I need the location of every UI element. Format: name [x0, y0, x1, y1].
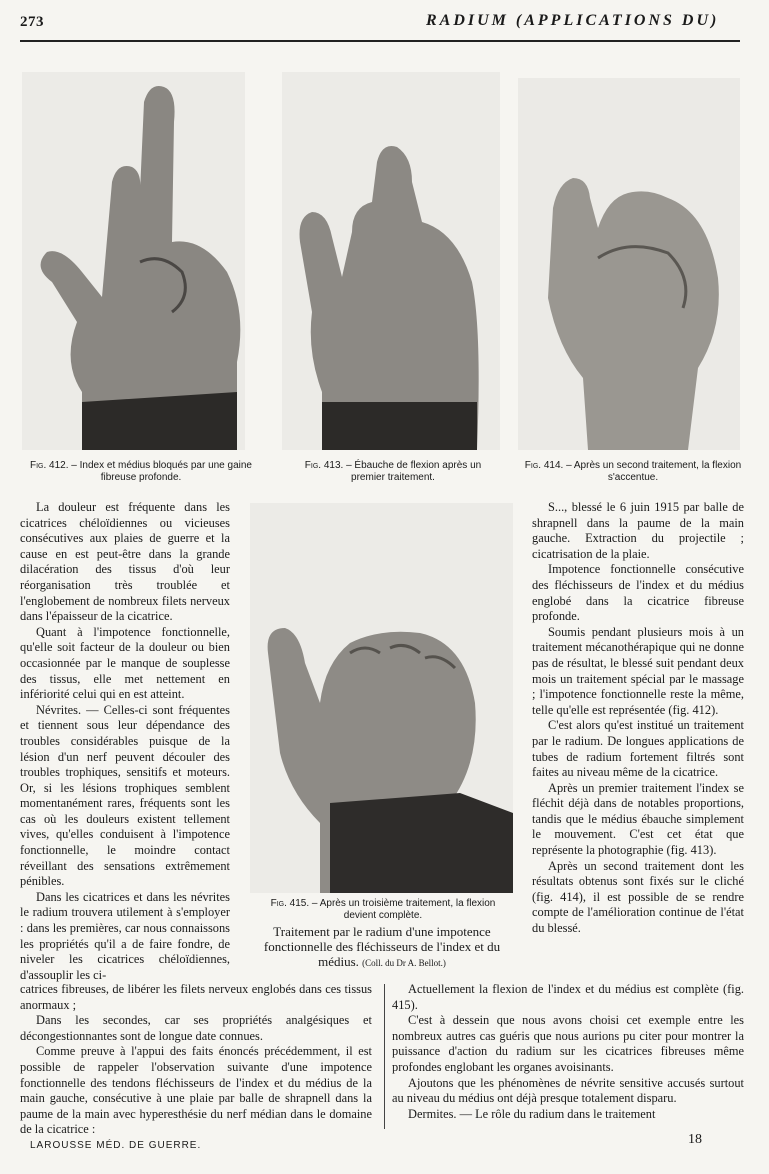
- column-divider: [384, 984, 385, 1129]
- right-bottom-column: [392, 982, 744, 1122]
- figure-group-title: [246, 924, 518, 971]
- figure-415-text: – Après un troisième traitement, la flexion devient complète.: [309, 898, 496, 921]
- paragraph: Névrites. — Celles-ci sont fréquentes et tiennent sous leur dépendance des troubles considérables puisque de la lésion d'un nerf peuvent découler des troubles trophiques, sensitifs et moteurs. Or, si les lésions trophiques semblent momentanément rares, fréquents sont les cas où les douleurs existent tellement vives, qu'elles conduisent à l'impotence fonctionnelle, le moindre contact réveillant des sensations extrêmement pénibles.: [20, 702, 230, 889]
- page-number: 273: [20, 14, 44, 30]
- figure-414-text: – Après un second traitement, la flexion s'accentue.: [563, 460, 742, 483]
- figure-415-photo: [250, 503, 513, 893]
- paragraph: C'est alors qu'est institué un traitement par le radium. De longues applications de tubes de radium fortement filtrés sont faites au niveau même de la cicatrice.: [532, 718, 744, 780]
- figure-415-label: Fig. 415.: [270, 898, 310, 909]
- paragraph: Soumis pendant plusieurs mois à un traitement mécanothérapique qui ne donne pas de résultat, le blessé suit pendant deux mois un traitement spécial par le massage ; l'impotence fonctionnelle reste la même, telle qu'elle est représentée (fig. 412).: [532, 624, 744, 717]
- left-bottom-column: [20, 982, 372, 1138]
- figure-413-caption: [298, 460, 488, 484]
- paragraph: Dermites. — Le rôle du radium dans le traitement: [408, 1106, 656, 1121]
- figure-413-photo: [282, 72, 500, 450]
- paragraph: La douleur est fréquente dans les cicatrices chéloïdiennes ou vicieuses consécutives aux plaies de guerre et la cause en est peut-être dans la grande dilacération des tissus d'où leur réorganisation très troublée et l'englobement de nombreux filets nerveux dans l'épaisseur de la cicatrice.: [20, 500, 230, 624]
- paragraph: Comme preuve à l'appui des faits énoncés précédemment, il est possible de rappeler l'observation suivante d'une impotence fonctionnelle des tendons fléchisseurs de l'index et du médius de la main gauche, consécutive à une plaie par balle de shrapnell dans la paume de la main avec hyperesthésie du nerf médian dans le domaine de la cicatrice :: [20, 1044, 372, 1137]
- running-title: RADIUM (APPLICATIONS DU): [426, 12, 720, 29]
- paragraph: Actuellement la flexion de l'index et du médius est complète (fig. 415).: [392, 982, 744, 1012]
- figure-413-label: Fig. 413.: [304, 460, 344, 471]
- paragraph: Dans les secondes, car ses propriétés analgésiques et décongestionnantes sont de longue date connues.: [20, 1013, 372, 1043]
- figure-412-text: – Index et médius bloqués par une gaine fibreuse profonde.: [68, 460, 252, 483]
- right-column: [532, 500, 744, 937]
- figure-group-title-text: Traitement par le radium d'une impotence fonctionnelle des fléchisseurs de l'index et du médius.: [263, 924, 501, 969]
- paragraph: catrices fibreuses, de libérer les filets nerveux englobés dans ces tissus anormaux ;: [20, 982, 372, 1012]
- footer-sheet-number: 18: [688, 1132, 702, 1147]
- paragraph: Dans les cicatrices et dans les névrites le radium trouvera utilement à s'employer : dans les premières, car nous connaissons les propriétés qu'il a de faire fondre, de niveler les cicatrices chéloïdiennes, d'assouplir les ci-: [20, 889, 230, 982]
- figure-413-text: – Ébauche de flexion après un premier traitement.: [343, 460, 482, 483]
- figure-412-label: Fig. 412.: [30, 460, 69, 471]
- left-column: [20, 500, 230, 983]
- paragraph: Impotence fonctionnelle consécutive des fléchisseurs de l'index et du médius englobé dans la cicatrice fibreuse profonde.: [532, 562, 744, 624]
- figure-414-photo: [518, 78, 740, 450]
- figure-412-caption: [28, 460, 254, 484]
- figure-412-photo: [22, 72, 245, 450]
- paragraph: Après un second traitement dont les résultats obtenus sont fixés sur le cliché (fig. 414), il est possible de se rendre compte de l'amélioration continue de l'état du blessé.: [532, 858, 744, 936]
- paragraph: Ajoutons que les phénomènes de névrite sensitive accusés surtout au niveau du médius ont déjà presque totalement disparu.: [392, 1075, 744, 1106]
- paragraph: C'est à dessein que nous avons choisi cet exemple entre les nombreux autres cas guéris que nous aurions pu citer pour montrer la puissance d'action du radium sur les cicatrices fibreuses même profondes englobant les organes avoisinants.: [392, 1013, 744, 1074]
- figure-414-label: Fig. 414.: [524, 460, 564, 471]
- figure-414-caption: [520, 460, 746, 484]
- footer-publisher: LAROUSSE MÉD. DE GUERRE.: [30, 1140, 202, 1151]
- paragraph: Quant à l'impotence fonctionnelle, qu'elle soit facteur de la douleur ou bien occasionnée par le manque de souplesse des tissus, elle met nettement en infériorité celui qui en est atteint.: [20, 624, 230, 702]
- figure-415-caption: [258, 898, 508, 922]
- paragraph: Après un premier traitement l'index se fléchit déjà dans de notables proportions, tandis que le médius ébauche simplement le mouvement. C'est cet état que représente la photographie (fig. 413).: [532, 780, 744, 858]
- paragraph: S..., blessé le 6 juin 1915 par balle de shrapnell dans la paume de la main gauche. Extraction du projectile ; cicatrisation de la plaie.: [532, 500, 744, 561]
- header-rule: [20, 40, 740, 42]
- figure-group-credit: (Coll. du Dr A. Bellot.): [362, 958, 446, 968]
